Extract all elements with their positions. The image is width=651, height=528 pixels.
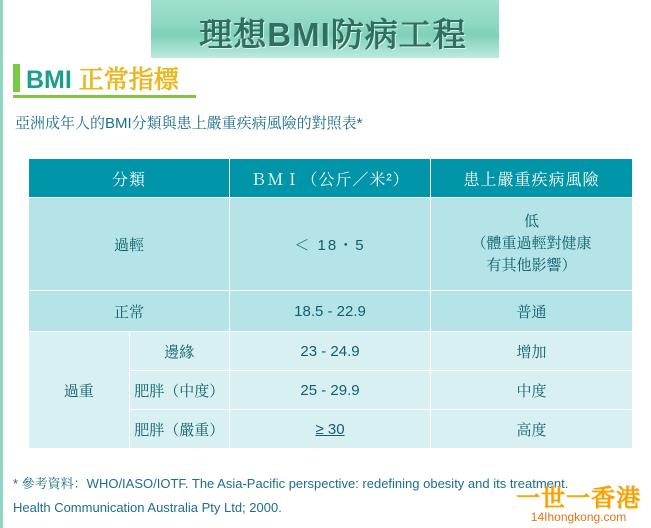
- row2-bmi: 23 - 24.9: [230, 332, 431, 371]
- table-header-row: [29, 159, 633, 198]
- row0-risk: [431, 198, 633, 291]
- row2-category: 邊緣: [129, 332, 230, 371]
- banner-left-mask: [3, 0, 151, 58]
- row2-risk: 增加: [431, 332, 633, 371]
- heading-underline: [13, 95, 196, 98]
- table-header: [29, 159, 633, 198]
- row4-category: 肥胖（嚴重）: [129, 410, 230, 449]
- row1-bmi: 18.5 - 22.9: [230, 291, 431, 332]
- header-risk: 患上嚴重疾病風險: [431, 159, 633, 198]
- row4-bmi: ≥ 30: [230, 410, 431, 449]
- heading-accent-bar: [13, 64, 20, 92]
- watermark-sub: 14Ihongkong.com: [530, 510, 627, 525]
- row3-category: 肥胖（中度）: [129, 371, 230, 410]
- row0-risk-line3: 有其他影響）: [486, 256, 577, 274]
- top-banner: [3, 0, 651, 58]
- row0-category: 過輕: [29, 198, 230, 291]
- row0-bmi: ＜ 18・5: [230, 198, 431, 291]
- page-subtitle: 亞洲成年人的BMI分類與患上嚴重疾病風險的對照表*: [15, 115, 363, 132]
- watermark: [516, 486, 641, 524]
- row3-bmi: 25 - 29.9: [230, 371, 431, 410]
- table-row: [29, 198, 633, 291]
- footnote-line-1: * 參考資料：WHO/IASO/IOTF. The Asia-Pacific perspective: redefining obesity and its treatment.: [13, 476, 569, 491]
- row0-risk-line1: 低: [523, 213, 539, 231]
- heading-text-part2: 正常指標: [78, 66, 179, 94]
- header-bmi: ＢＭＩ（公斤／米²）: [230, 159, 431, 198]
- table-row: [29, 291, 633, 332]
- banner-title: 理想BMI防病工程: [199, 16, 467, 53]
- header-category: 分類: [29, 159, 230, 198]
- banner-right-mask: [499, 0, 651, 58]
- bmi-table: [28, 158, 633, 449]
- table-body: [29, 198, 633, 449]
- row1-category: 正常: [29, 291, 230, 332]
- heading-text: [26, 60, 179, 96]
- row3-risk: 中度: [431, 371, 633, 410]
- section-heading: [13, 62, 179, 94]
- watermark-main: 一世一香港: [516, 485, 641, 513]
- row1-risk: 普通: [431, 291, 633, 332]
- row4-risk: 高度: [431, 410, 633, 449]
- table-row: [29, 332, 633, 371]
- heading-text-part1: BMI: [26, 66, 79, 94]
- row0-risk-line2: （體重過輕對健康: [471, 235, 592, 253]
- footnote-line-2: Health Communication Australia Pty Ltd; 2000.: [13, 500, 282, 516]
- group-label-overweight: 過重: [29, 332, 130, 449]
